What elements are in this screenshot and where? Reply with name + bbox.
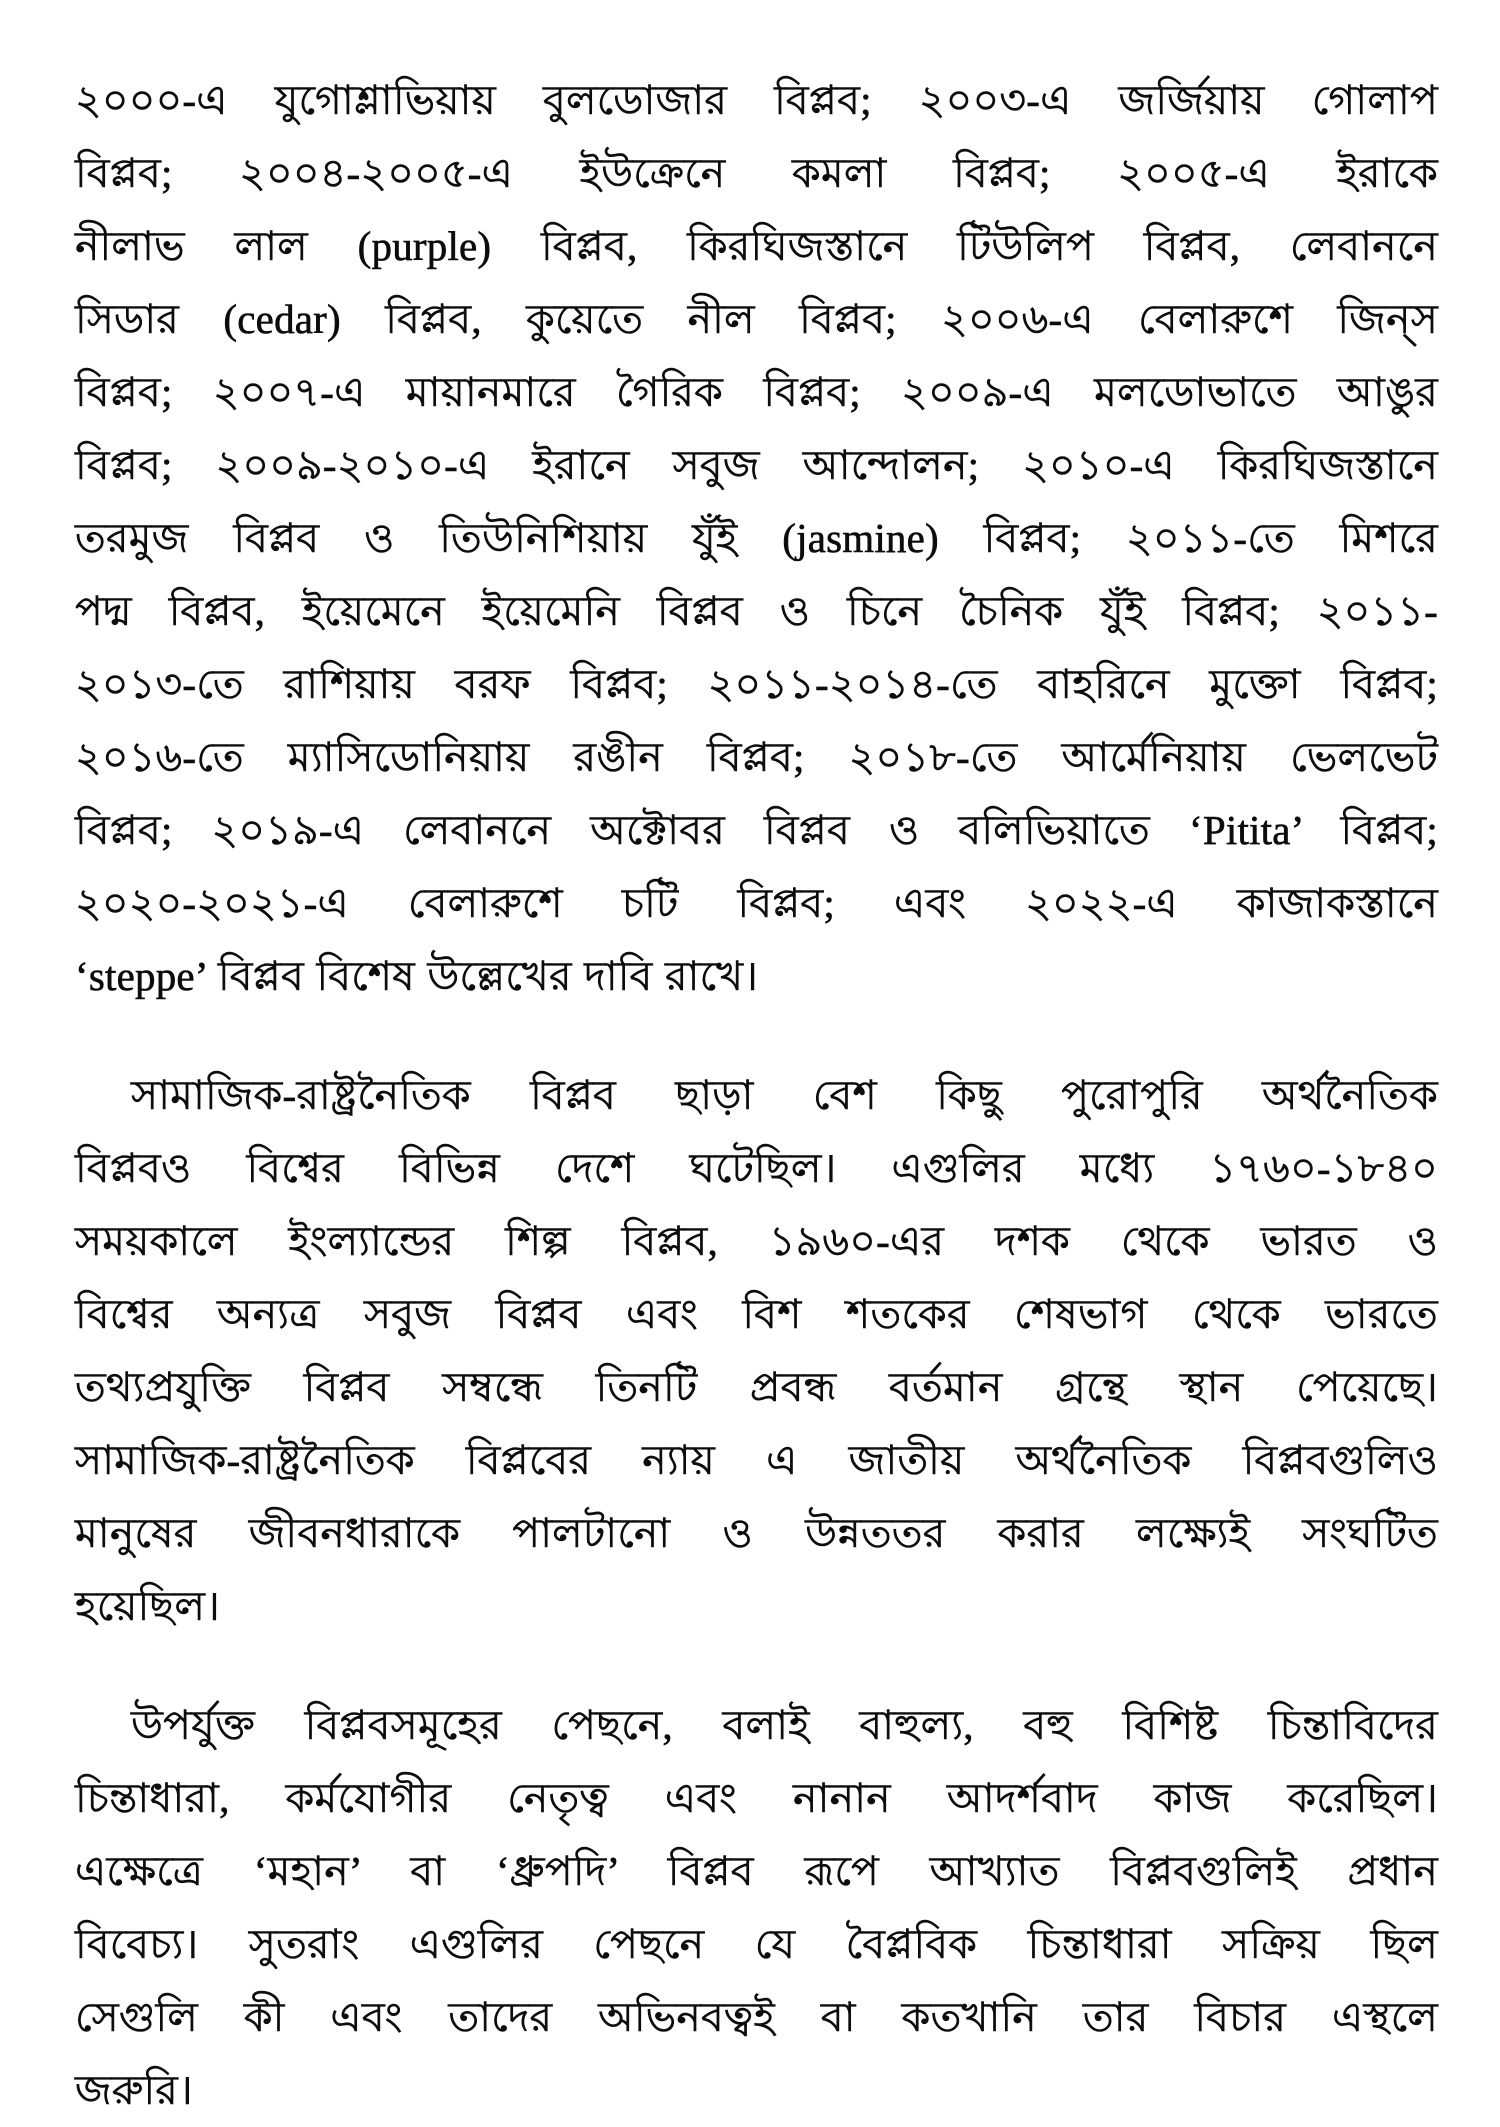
text-line: ২০১৩-তে রাশিয়ায় বরফ বিপ্লব; ২০১১-২০১৪-তে বাহরিনে মুক্তো বিপ্লব; <box>75 661 1438 707</box>
text-line: বিপ্লব; ২০০৭-এ মায়ানমারে গৈরিক বিপ্লব; ২০০৯-এ মলডোভাতে আঙুর <box>75 369 1438 415</box>
paragraph <box>75 1059 1438 1643</box>
text-line: তরমুজ বিপ্লব ও তিউনিশিয়ায় যুঁই (jasmine) বিপ্লব; ২০১১-তে মিশরে <box>75 515 1438 561</box>
text-line: নীলাভ লাল (purple) বিপ্লব, কিরঘিজস্তানে টিউলিপ বিপ্লব, লেবাননে <box>75 223 1438 269</box>
paragraph <box>75 1689 1438 2127</box>
text-line: এক্ষেত্রে ‘মহান’ বা ‘ধ্রুপদি’ বিপ্লব রূপে আখ্যাত বিপ্লবগুলিই প্রধান <box>75 1848 1438 1894</box>
text-line: বিশ্বের অন্যত্র সবুজ বিপ্লব এবং বিশ শতকের শেষভাগ থেকে ভারতে <box>75 1291 1438 1337</box>
text-line: সামাজিক-রাষ্ট্রনৈতিক বিপ্লবের ন্যায় এ জাতীয় অর্থনৈতিক বিপ্লবগুলিও <box>75 1437 1438 1483</box>
text-line: ‘steppe’ বিপ্লব বিশেষ উল্লেখের দাবি রাখে। <box>75 953 759 999</box>
text-line: উপর্যুক্ত বিপ্লবসমূহের পেছনে, বলাই বাহুল্য, বহু বিশিষ্ট চিন্তাবিদের <box>131 1702 1438 1748</box>
text-line: সামাজিক-রাষ্ট্রনৈতিক বিপ্লব ছাড়া বেশ কিছু পুরোপুরি অর্থনৈতিক <box>131 1072 1438 1118</box>
text-line: হয়েছিল। <box>75 1583 220 1629</box>
text-line: জরুরি। <box>75 2067 193 2113</box>
text-line: বিবেচ্য। সুতরাং এগুলির পেছনে যে বৈপ্লবিক চিন্তাধারা সক্রিয় ছিল <box>75 1921 1438 1967</box>
text-line: সময়কালে ইংল্যান্ডের শিল্প বিপ্লব, ১৯৬০-এর দশক থেকে ভারত ও <box>75 1218 1438 1264</box>
text-line: বিপ্লব; ২০০৯-২০১০-এ ইরানে সবুজ আন্দোলন; ২০১০-এ কিরঘিজস্তানে <box>75 442 1438 488</box>
page-text <box>75 64 1438 2127</box>
text-line: চিন্তাধারা, কর্মযোগীর নেতৃত্ব এবং নানান আদর্শবাদ কাজ করেছিল। <box>75 1775 1438 1821</box>
text-line: ২০১৬-তে ম্যাসিডোনিয়ায় রঙীন বিপ্লব; ২০১৮-তে আর্মেনিয়ায় ভেলভেট <box>75 734 1438 780</box>
paragraph <box>75 64 1438 1013</box>
text-line: ২০০০-এ যুগোশ্লাভিয়ায় বুলডোজার বিপ্লব; ২০০৩-এ জর্জিয়ায় গোলাপ <box>75 77 1438 123</box>
text-line: পদ্ম বিপ্লব, ইয়েমেনে ইয়েমেনি বিপ্লব ও চিনে চৈনিক যুঁই বিপ্লব; ২০১১- <box>75 588 1438 634</box>
text-line: ২০২০-২০২১-এ বেলারুশে চটি বিপ্লব; এবং ২০২২-এ কাজাকস্তানে <box>75 880 1438 926</box>
text-line: মানুষের জীবনধারাকে পালটানো ও উন্নততর করার লক্ষ্যেই সংঘটিত <box>75 1510 1438 1556</box>
text-line: তথ্যপ্রযুক্তি বিপ্লব সম্বন্ধে তিনটি প্রবন্ধ বর্তমান গ্রন্থে স্থান পেয়েছে। <box>75 1364 1438 1410</box>
text-line: বিপ্লব; ২০০৪-২০০৫-এ ইউক্রেনে কমলা বিপ্লব; ২০০৫-এ ইরাকে <box>75 150 1438 196</box>
text-line: সেগুলি কী এবং তাদের অভিনবত্বই বা কতখানি তার বিচার এস্থলে <box>75 1994 1438 2040</box>
text-line: সিডার (cedar) বিপ্লব, কুয়েতে নীল বিপ্লব; ২০০৬-এ বেলারুশে জিন্‌স <box>75 296 1438 342</box>
text-line: বিপ্লবও বিশ্বের বিভিন্ন দেশে ঘটেছিল। এগুলির মধ্যে ১৭৬০-১৮৪০ <box>75 1145 1438 1191</box>
text-line: বিপ্লব; ২০১৯-এ লেবাননে অক্টোবর বিপ্লব ও বলিভিয়াতে ‘Pitita’ বিপ্লব; <box>75 807 1438 853</box>
